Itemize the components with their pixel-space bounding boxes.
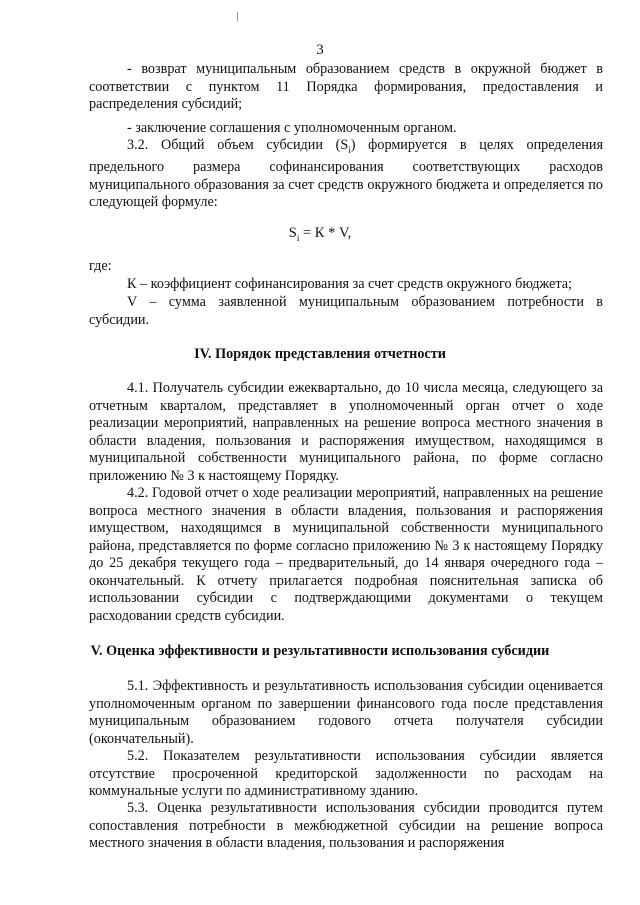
paragraph-agreement: - заключение соглашения с уполномоченным органом. — [127, 120, 457, 136]
section-heading-v: V. Оценка эффективности и результативности использования субсидии — [90, 643, 550, 659]
scan-mark — [237, 12, 238, 21]
paragraph-3-2 — [89, 137, 603, 212]
where-label: где: — [89, 258, 112, 274]
formula-lhs: S — [288, 225, 297, 241]
formula — [0, 225, 640, 243]
definition-k: К – коэффициент софинансирования за счет средств окружного бюджета; — [127, 276, 572, 292]
paragraph-5-1: 5.1. Эффективность и результативность использования субсидии оценивается уполномоченным органом по завершении финансового года после представления муниципальным образованием годового отчета получателя субсидии (окончательный). — [89, 678, 603, 747]
paragraph-4-2: 4.2. Годовой отчет о ходе реализации мероприятий, направленных на решение вопроса местного значения в области владения, пользования и распоряжения имуществом, находящимся в муниципальной собственности муниципального района, представляется по форме согласно приложению № 3 к настоящему Порядку до 25 декабря текущего года – предварительный, до 14 января очередного года – окончательный. К отчету прилагается подробная пояснительная записка об использовании субсидии с подтверждающими документами о текущем расходовании средств субсидии. — [89, 485, 603, 624]
page-number: 3 — [316, 42, 324, 58]
paragraph-3-2-start: 3.2. Общий объем субсидии (S — [127, 137, 349, 153]
formula-rhs: = К * V, — [299, 225, 352, 241]
paragraph-return-funds: - возврат муниципальным образованием средств в окружной бюджет в соответствии с пунктом 11 Порядка формирования, предоставления и распределения субсидий; — [89, 61, 603, 112]
paragraph-4-1: 4.1. Получатель субсидии ежеквартально, до 10 числа месяца, следующего за отчетным кварталом, представляет в уполномоченный орган отчет о ходе реализации мероприятий, направленных на решение вопроса местного значения в области владения, пользования и распоряжения имуществом, находящимся в муниципальной собственности муниципального района, по форме согласно приложению № 3 к настоящему Порядку. — [89, 380, 603, 484]
paragraph-3-2-rest: ) формируется в целях определения предельного размера софинансирования соответствующих расходов муниципального образования за счет средств окружного бюджета и определяется по следующей формуле: — [89, 137, 603, 211]
paragraph-5-2: 5.2. Показателем результативности использования субсидии является отсутствие просроченной кредиторской задолженности по расходам на коммунальные услуги по административному зданию. — [89, 748, 603, 799]
paragraph-5-3: 5.3. Оценка результативности использования субсидии проводится путем сопоставления потребности в межбюджетной субсидии на решение вопроса местного значения в области владения, пользования и распоряжения — [89, 800, 603, 851]
definition-v: V – сумма заявленной муниципальным образованием потребности в субсидии. — [89, 294, 603, 328]
subscript-i: i — [348, 144, 351, 155]
formula-subscript: i — [296, 232, 300, 243]
section-heading-iv: IV. Порядок представления отчетности — [194, 346, 446, 362]
